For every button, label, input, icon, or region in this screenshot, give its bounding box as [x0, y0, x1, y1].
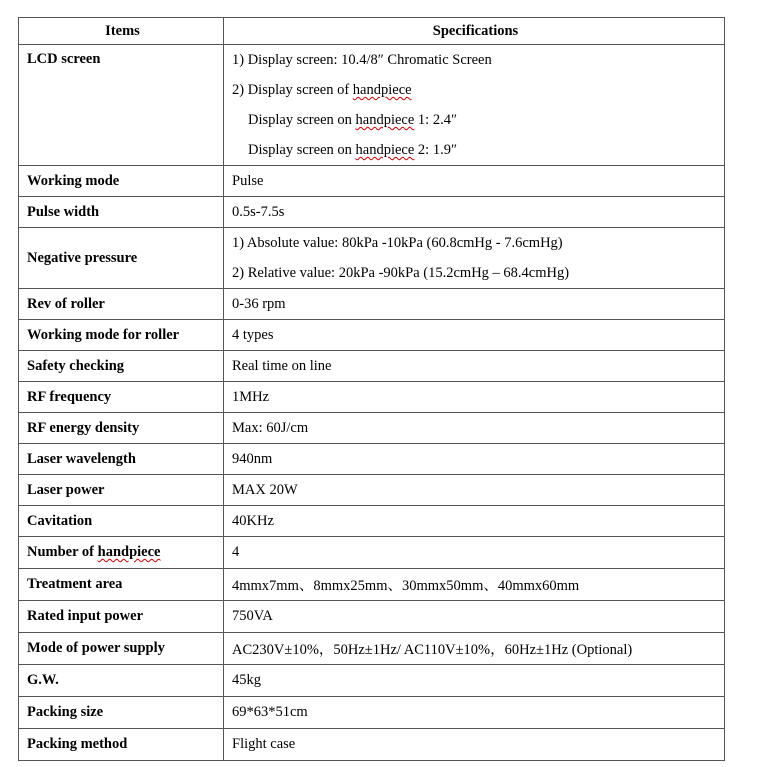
- spec-value: 0.5s-7.5s: [224, 197, 725, 228]
- spec-value: Pulse: [224, 166, 725, 197]
- spec-line: Display screen on handpiece 1: 2.4″: [248, 112, 457, 128]
- table-row: [19, 475, 725, 506]
- spec-value: Flight case: [224, 729, 725, 761]
- spec-key: Packing size: [19, 697, 224, 729]
- spec-key: Working mode for roller: [19, 320, 224, 351]
- spec-value: 1MHz: [224, 382, 725, 413]
- table-row: [19, 413, 725, 444]
- table-row: [19, 228, 725, 289]
- table-row: [19, 320, 725, 351]
- table-row: [19, 697, 725, 729]
- specifications-header: Specifications: [224, 18, 725, 45]
- spec-key: LCD screen: [19, 45, 224, 166]
- table-row: [19, 633, 725, 665]
- spec-key: Laser wavelength: [19, 444, 224, 475]
- spec-value: [224, 45, 725, 166]
- spec-key: G.W.: [19, 665, 224, 697]
- table-row: [19, 506, 725, 537]
- table-row: [19, 351, 725, 382]
- table-row: [19, 166, 725, 197]
- spec-value: 4mmx7mm、8mmx25mm、30mmx50mm、40mmx60mm: [224, 569, 725, 601]
- spec-line: 2) Relative value: 20kPa -90kPa (15.2cmHg – 68.4cmHg): [232, 265, 570, 281]
- spec-key: Treatment area: [19, 569, 224, 601]
- spec-key: Packing method: [19, 729, 224, 761]
- spec-key: Negative pressure: [19, 228, 224, 289]
- spec-value: 750VA: [224, 601, 725, 633]
- spec-value: 4: [224, 537, 725, 569]
- spec-key: Number of handpiece: [19, 537, 224, 569]
- spec-value: 45kg: [224, 665, 725, 697]
- spec-value: Max: 60J/cm: [224, 413, 725, 444]
- items-header: Items: [19, 18, 224, 45]
- spec-key: RF frequency: [19, 382, 224, 413]
- table-row: [19, 569, 725, 601]
- table-row: [19, 444, 725, 475]
- spec-key: Cavitation: [19, 506, 224, 537]
- spec-value: 40KHz: [224, 506, 725, 537]
- spec-line: 2) Display screen of handpiece: [232, 82, 412, 98]
- spec-value: 940nm: [224, 444, 725, 475]
- spec-value: [224, 228, 725, 289]
- spec-key: Rated input power: [19, 601, 224, 633]
- table-row: [19, 45, 725, 166]
- spec-line: 1) Display screen: 10.4/8″ Chromatic Screen: [232, 52, 492, 68]
- table-row: [19, 665, 725, 697]
- spec-key: RF energy density: [19, 413, 224, 444]
- spec-key: Rev of roller: [19, 289, 224, 320]
- spec-value: Real time on line: [224, 351, 725, 382]
- table-row: [19, 289, 725, 320]
- table-row: [19, 382, 725, 413]
- spec-key: Working mode: [19, 166, 224, 197]
- spec-key: Pulse width: [19, 197, 224, 228]
- specifications-table: [18, 17, 725, 761]
- spec-line: 1) Absolute value: 80kPa -10kPa (60.8cmHg - 7.6cmHg): [232, 235, 563, 251]
- spec-line: Display screen on handpiece 2: 1.9″: [248, 142, 457, 158]
- spec-key: Safety checking: [19, 351, 224, 382]
- table-row: [19, 197, 725, 228]
- spec-value: AC230V±10%，50Hz±1Hz/ AC110V±10%，60Hz±1Hz (Optional): [224, 633, 725, 665]
- spec-value: 4 types: [224, 320, 725, 351]
- spec-value: MAX 20W: [224, 475, 725, 506]
- table-header-row: [19, 18, 725, 45]
- spec-key: Mode of power supply: [19, 633, 224, 665]
- table-row: [19, 601, 725, 633]
- table-row: [19, 537, 725, 569]
- spec-value: 69*63*51cm: [224, 697, 725, 729]
- spec-key: Laser power: [19, 475, 224, 506]
- table-row: [19, 729, 725, 761]
- spec-value: 0-36 rpm: [224, 289, 725, 320]
